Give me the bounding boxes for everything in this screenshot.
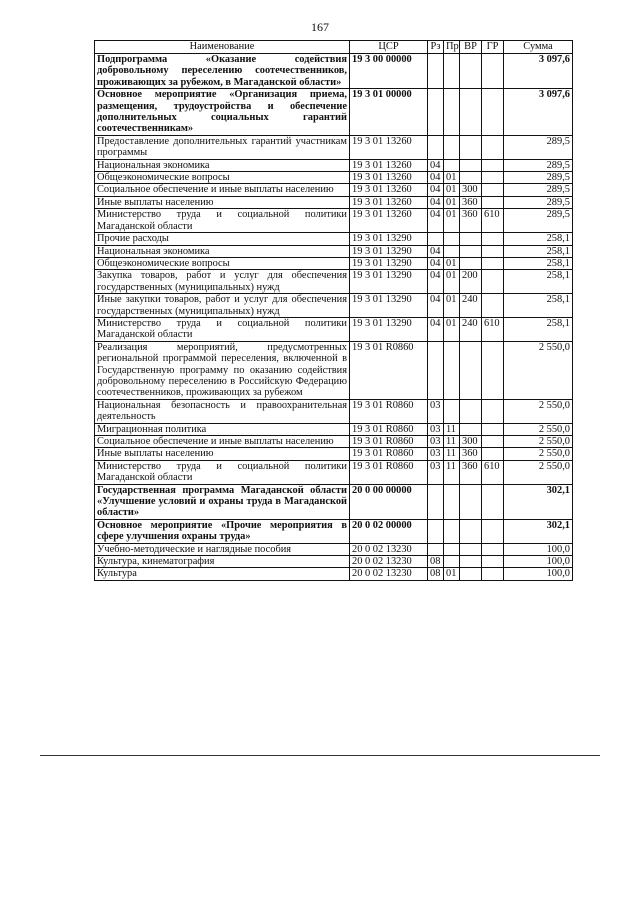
cell-sum: 258,1 bbox=[504, 270, 573, 294]
cell-csr: 20 0 02 13230 bbox=[350, 543, 428, 555]
cell-rz: 04 bbox=[428, 172, 444, 184]
cell-name: Общеэкономические вопросы bbox=[95, 257, 350, 269]
cell-vr bbox=[460, 556, 482, 568]
cell-sum: 2 550,0 bbox=[504, 399, 573, 423]
table-row bbox=[95, 89, 573, 136]
page-number: 167 bbox=[311, 20, 329, 34]
cell-name: Предоставление дополнительных гарантий участникам программы bbox=[95, 135, 350, 159]
cell-pr bbox=[444, 245, 460, 257]
table-row bbox=[95, 423, 573, 435]
cell-vr: 200 bbox=[460, 270, 482, 294]
cell-sum: 100,0 bbox=[504, 543, 573, 555]
cell-rz: 03 bbox=[428, 448, 444, 460]
cell-pr: 01 bbox=[444, 209, 460, 233]
cell-pr bbox=[444, 341, 460, 399]
cell-vr bbox=[460, 54, 482, 89]
cell-sum: 258,1 bbox=[504, 233, 573, 245]
cell-gr bbox=[482, 270, 504, 294]
cell-rz: 04 bbox=[428, 196, 444, 208]
cell-csr: 19 3 01 R0860 bbox=[350, 399, 428, 423]
cell-csr: 19 3 01 13260 bbox=[350, 209, 428, 233]
cell-sum: 302,1 bbox=[504, 519, 573, 543]
cell-csr: 19 3 01 R0860 bbox=[350, 460, 428, 484]
cell-gr bbox=[482, 159, 504, 171]
cell-sum: 2 550,0 bbox=[504, 436, 573, 448]
cell-gr bbox=[482, 89, 504, 136]
bottom-divider bbox=[40, 755, 600, 756]
cell-pr bbox=[444, 159, 460, 171]
table-row bbox=[95, 135, 573, 159]
cell-gr bbox=[482, 172, 504, 184]
cell-name: Основное мероприятие «Организация приема, размещения, трудоустройства и обеспечение дополнительных социальных гарантий соотечественникам» bbox=[95, 89, 350, 136]
cell-csr: 19 3 01 R0860 bbox=[350, 436, 428, 448]
cell-vr bbox=[460, 484, 482, 519]
table-row bbox=[95, 448, 573, 460]
cell-sum: 2 550,0 bbox=[504, 448, 573, 460]
cell-rz bbox=[428, 519, 444, 543]
table-row bbox=[95, 543, 573, 555]
cell-rz: 04 bbox=[428, 209, 444, 233]
cell-sum: 258,1 bbox=[504, 245, 573, 257]
header-pr: Пр bbox=[444, 41, 460, 54]
cell-csr: 19 3 01 13260 bbox=[350, 184, 428, 196]
cell-vr bbox=[460, 423, 482, 435]
cell-sum: 258,1 bbox=[504, 294, 573, 318]
cell-sum: 289,5 bbox=[504, 159, 573, 171]
cell-csr: 19 3 01 13290 bbox=[350, 294, 428, 318]
cell-rz: 04 bbox=[428, 257, 444, 269]
cell-name: Основное мероприятие «Прочие мероприятия в сфере улучшения охраны труда» bbox=[95, 519, 350, 543]
cell-gr bbox=[482, 423, 504, 435]
cell-pr: 01 bbox=[444, 184, 460, 196]
cell-rz bbox=[428, 341, 444, 399]
cell-rz: 04 bbox=[428, 270, 444, 294]
cell-csr: 19 3 01 13290 bbox=[350, 270, 428, 294]
cell-gr bbox=[482, 54, 504, 89]
cell-vr bbox=[460, 233, 482, 245]
cell-csr: 20 0 02 13230 bbox=[350, 556, 428, 568]
header-csr: ЦСР bbox=[350, 41, 428, 54]
cell-csr: 20 0 00 00000 bbox=[350, 484, 428, 519]
cell-name: Социальное обеспечение и иные выплаты населению bbox=[95, 436, 350, 448]
cell-rz: 04 bbox=[428, 184, 444, 196]
table-row bbox=[95, 270, 573, 294]
cell-sum: 258,1 bbox=[504, 317, 573, 341]
table-row bbox=[95, 233, 573, 245]
budget-table bbox=[94, 40, 573, 581]
cell-vr: 360 bbox=[460, 448, 482, 460]
cell-sum: 100,0 bbox=[504, 568, 573, 580]
cell-rz: 03 bbox=[428, 460, 444, 484]
cell-sum: 100,0 bbox=[504, 556, 573, 568]
cell-pr bbox=[444, 54, 460, 89]
header-rz: Рз bbox=[428, 41, 444, 54]
cell-pr: 01 bbox=[444, 270, 460, 294]
cell-pr: 11 bbox=[444, 423, 460, 435]
cell-vr bbox=[460, 543, 482, 555]
cell-gr bbox=[482, 568, 504, 580]
cell-vr: 300 bbox=[460, 184, 482, 196]
cell-vr bbox=[460, 172, 482, 184]
table-row bbox=[95, 294, 573, 318]
cell-rz: 03 bbox=[428, 423, 444, 435]
cell-rz: 04 bbox=[428, 159, 444, 171]
table-row bbox=[95, 484, 573, 519]
cell-gr bbox=[482, 184, 504, 196]
cell-pr: 11 bbox=[444, 448, 460, 460]
cell-sum: 2 550,0 bbox=[504, 341, 573, 399]
cell-pr bbox=[444, 399, 460, 423]
cell-vr: 300 bbox=[460, 436, 482, 448]
cell-csr: 19 3 01 13260 bbox=[350, 172, 428, 184]
cell-gr bbox=[482, 543, 504, 555]
table-header bbox=[95, 41, 573, 54]
cell-name: Культура, кинематография bbox=[95, 556, 350, 568]
table-row bbox=[95, 172, 573, 184]
cell-gr bbox=[482, 196, 504, 208]
table-row bbox=[95, 556, 573, 568]
cell-sum: 302,1 bbox=[504, 484, 573, 519]
cell-rz bbox=[428, 135, 444, 159]
cell-vr: 360 bbox=[460, 209, 482, 233]
table-row bbox=[95, 399, 573, 423]
cell-gr bbox=[482, 399, 504, 423]
cell-name: Национальная безопасность и правоохранительная деятельность bbox=[95, 399, 350, 423]
cell-pr: 01 bbox=[444, 317, 460, 341]
cell-vr bbox=[460, 519, 482, 543]
cell-rz: 03 bbox=[428, 436, 444, 448]
cell-csr: 19 3 01 R0860 bbox=[350, 341, 428, 399]
cell-name: Национальная экономика bbox=[95, 159, 350, 171]
cell-vr bbox=[460, 257, 482, 269]
cell-sum: 2 550,0 bbox=[504, 460, 573, 484]
cell-vr bbox=[460, 245, 482, 257]
table-row bbox=[95, 196, 573, 208]
cell-name: Прочие расходы bbox=[95, 233, 350, 245]
cell-vr bbox=[460, 159, 482, 171]
cell-csr: 19 3 01 13260 bbox=[350, 196, 428, 208]
cell-vr bbox=[460, 568, 482, 580]
cell-gr bbox=[482, 556, 504, 568]
cell-name: Иные выплаты населению bbox=[95, 196, 350, 208]
cell-rz bbox=[428, 89, 444, 136]
cell-pr: 01 bbox=[444, 172, 460, 184]
table-row bbox=[95, 184, 573, 196]
cell-pr: 11 bbox=[444, 436, 460, 448]
cell-name: Закупка товаров, работ и услуг для обеспечения государственных (муниципальных) нужд bbox=[95, 270, 350, 294]
cell-name: Социальное обеспечение и иные выплаты населению bbox=[95, 184, 350, 196]
table-row bbox=[95, 436, 573, 448]
cell-sum: 258,1 bbox=[504, 257, 573, 269]
header-name: Наименование bbox=[95, 41, 350, 54]
table-row bbox=[95, 209, 573, 233]
cell-csr: 19 3 01 13260 bbox=[350, 159, 428, 171]
cell-name: Реализация мероприятий, предусмотренных региональной программой переселения, включенной в Государственную программу по оказанию содействия добровольному переселению в Российскую Федерацию соотечественников, проживающих за рубежом bbox=[95, 341, 350, 399]
cell-vr bbox=[460, 341, 482, 399]
cell-sum: 289,5 bbox=[504, 184, 573, 196]
cell-pr bbox=[444, 89, 460, 136]
cell-vr: 240 bbox=[460, 294, 482, 318]
table-row bbox=[95, 159, 573, 171]
cell-vr bbox=[460, 89, 482, 136]
cell-name: Учебно-методические и наглядные пособия bbox=[95, 543, 350, 555]
cell-name: Министерство труда и социальной политики Магаданской области bbox=[95, 317, 350, 341]
cell-name: Подпрограмма «Оказание содействия добровольному переселению соотечественников, проживающих за рубежом, в Магаданской области» bbox=[95, 54, 350, 89]
cell-rz bbox=[428, 543, 444, 555]
cell-csr: 19 3 01 R0860 bbox=[350, 448, 428, 460]
cell-pr bbox=[444, 233, 460, 245]
cell-rz: 03 bbox=[428, 399, 444, 423]
cell-gr: 610 bbox=[482, 317, 504, 341]
cell-gr bbox=[482, 233, 504, 245]
cell-rz bbox=[428, 54, 444, 89]
cell-vr bbox=[460, 399, 482, 423]
cell-rz bbox=[428, 484, 444, 519]
table-row bbox=[95, 317, 573, 341]
cell-vr: 360 bbox=[460, 196, 482, 208]
cell-csr: 19 3 01 13260 bbox=[350, 135, 428, 159]
cell-sum: 289,5 bbox=[504, 196, 573, 208]
cell-sum: 289,5 bbox=[504, 135, 573, 159]
cell-rz: 08 bbox=[428, 556, 444, 568]
header-sum: Сумма bbox=[504, 41, 573, 54]
table-row bbox=[95, 54, 573, 89]
cell-rz: 04 bbox=[428, 245, 444, 257]
table-row bbox=[95, 245, 573, 257]
cell-gr bbox=[482, 341, 504, 399]
cell-csr: 19 3 01 R0860 bbox=[350, 423, 428, 435]
cell-csr: 19 3 01 00000 bbox=[350, 89, 428, 136]
cell-vr bbox=[460, 135, 482, 159]
cell-sum: 3 097,6 bbox=[504, 89, 573, 136]
cell-vr: 240 bbox=[460, 317, 482, 341]
cell-rz: 04 bbox=[428, 294, 444, 318]
cell-gr bbox=[482, 484, 504, 519]
cell-gr: 610 bbox=[482, 209, 504, 233]
cell-csr: 19 3 00 00000 bbox=[350, 54, 428, 89]
table-row bbox=[95, 341, 573, 399]
cell-csr: 20 0 02 00000 bbox=[350, 519, 428, 543]
cell-name: Министерство труда и социальной политики Магаданской области bbox=[95, 460, 350, 484]
cell-pr bbox=[444, 556, 460, 568]
header-vr: ВР bbox=[460, 41, 482, 54]
cell-rz bbox=[428, 233, 444, 245]
table-row bbox=[95, 568, 573, 580]
cell-pr bbox=[444, 135, 460, 159]
table-row bbox=[95, 257, 573, 269]
cell-pr: 11 bbox=[444, 460, 460, 484]
header-gr: ГР bbox=[482, 41, 504, 54]
cell-gr bbox=[482, 135, 504, 159]
cell-pr: 01 bbox=[444, 568, 460, 580]
cell-pr: 01 bbox=[444, 196, 460, 208]
cell-gr: 610 bbox=[482, 460, 504, 484]
cell-rz: 08 bbox=[428, 568, 444, 580]
cell-name: Государственная программа Магаданской области «Улучшение условий и охраны труда в Магаданской области» bbox=[95, 484, 350, 519]
cell-pr: 01 bbox=[444, 257, 460, 269]
cell-name: Миграционная политика bbox=[95, 423, 350, 435]
cell-name: Общеэкономические вопросы bbox=[95, 172, 350, 184]
cell-name: Иные закупки товаров, работ и услуг для обеспечения государственных (муниципальных) нужд bbox=[95, 294, 350, 318]
cell-csr: 20 0 02 13230 bbox=[350, 568, 428, 580]
cell-sum: 3 097,6 bbox=[504, 54, 573, 89]
cell-pr bbox=[444, 543, 460, 555]
cell-csr: 19 3 01 13290 bbox=[350, 317, 428, 341]
cell-csr: 19 3 01 13290 bbox=[350, 245, 428, 257]
table-row bbox=[95, 460, 573, 484]
cell-gr bbox=[482, 436, 504, 448]
cell-csr: 19 3 01 13290 bbox=[350, 233, 428, 245]
cell-sum: 289,5 bbox=[504, 172, 573, 184]
cell-name: Культура bbox=[95, 568, 350, 580]
cell-name: Национальная экономика bbox=[95, 245, 350, 257]
cell-rz: 04 bbox=[428, 317, 444, 341]
cell-sum: 2 550,0 bbox=[504, 423, 573, 435]
table-body bbox=[95, 54, 573, 581]
cell-csr: 19 3 01 13290 bbox=[350, 257, 428, 269]
cell-pr bbox=[444, 519, 460, 543]
cell-gr bbox=[482, 294, 504, 318]
cell-gr bbox=[482, 519, 504, 543]
cell-pr: 01 bbox=[444, 294, 460, 318]
cell-pr bbox=[444, 484, 460, 519]
cell-gr bbox=[482, 448, 504, 460]
table-row bbox=[95, 519, 573, 543]
cell-gr bbox=[482, 257, 504, 269]
cell-sum: 289,5 bbox=[504, 209, 573, 233]
cell-name: Иные выплаты населению bbox=[95, 448, 350, 460]
cell-name: Министерство труда и социальной политики Магаданской области bbox=[95, 209, 350, 233]
cell-vr: 360 bbox=[460, 460, 482, 484]
cell-gr bbox=[482, 245, 504, 257]
